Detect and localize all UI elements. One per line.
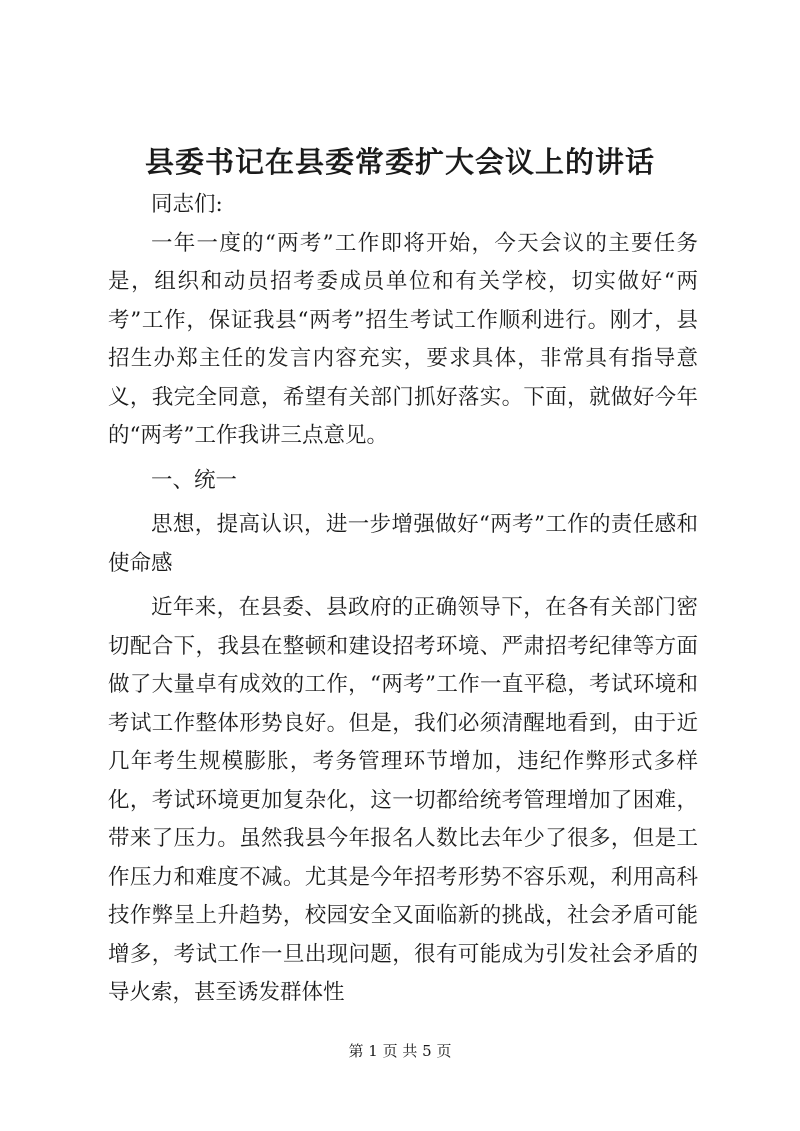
document-body	[108, 186, 698, 1013]
body-paragraph: 近年来，在县委、县政府的正确领导下，在各有关部门密切配合下，我县在整顿和建设招考环境、严肃招考纪律等方面做了大量卓有成效的工作，“两考”工作一直平稳，考试环境和考试工作整体形势良好。但是，我们必须清醒地看到，由于近几年考生规模膨胀，考务管理环节增加，违纪作弊形式多样化，考试环境更加复杂化，这一切都给统考管理增加了困难，带来了压力。虽然我县今年报名人数比去年少了很多，但是工作压力和难度不减。尤其是今年招考形势不容乐观，利用高科技作弊呈上升趋势，校园安全又面临新的挑战，社会矛盾可能增多，考试工作一旦出现问题，很有可能成为引发社会矛盾的导火索，甚至诱发群体性	[108, 595, 698, 1005]
salutation-paragraph: 同志们:	[151, 192, 223, 217]
intro-paragraph: 一年一度的“两考”工作即将开始，今天会议的主要任务是，组织和动员招考委成员单位和有关学校，切实做好“两考”工作，保证我县“两考”招生考试工作顺利进行。刚才，县招生办郑主任的发言内容充实，要求具体，非常具有指导意义，我完全同意，希望有关部门抓好落实。下面，就做好今年的“两考”工作我讲三点意见。	[108, 230, 698, 448]
document-title: 县委书记在县委常委扩大会议上的讲话	[144, 145, 655, 179]
page-footer: 第 1 页 共 5 页	[348, 1042, 452, 1060]
section-heading: 一、统一	[151, 467, 238, 493]
section-subheading: 思想，提高认识，进一步增强做好“两考”工作的责任感和使命感	[108, 512, 698, 576]
